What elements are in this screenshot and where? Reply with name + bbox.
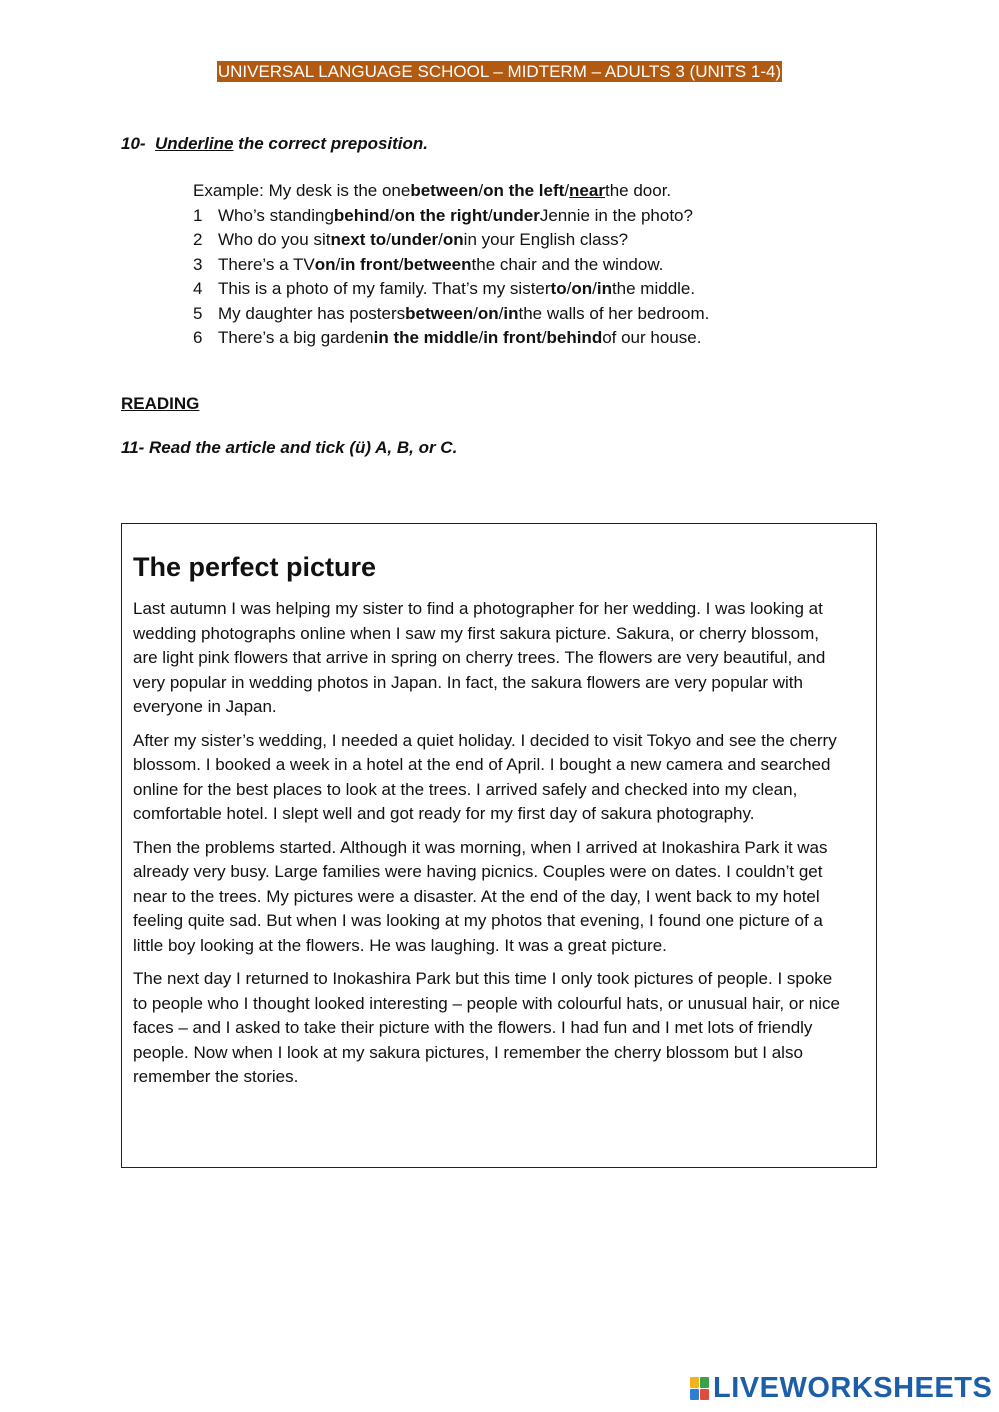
article-title: The perfect picture (133, 552, 377, 582)
option-b[interactable]: under (390, 230, 439, 249)
separator: / (438, 230, 443, 249)
option-b[interactable]: in front (340, 254, 399, 274)
separator: / (592, 279, 597, 298)
logo-mark-icon (690, 1377, 709, 1400)
item-row-5 (193, 302, 709, 327)
school-header: UNIVERSAL LANGUAGE SCHOOL – MIDTERM – ADULTS 3 (UNITS 1-4) (217, 62, 782, 81)
question-10-instruction: the correct preposition. (233, 134, 429, 153)
option-c[interactable]: between (403, 254, 472, 274)
item-text: Who do you sit (218, 230, 331, 249)
logo-block (690, 1377, 699, 1388)
item-number: 3 (193, 254, 203, 274)
item-number: 6 (193, 328, 203, 347)
item-number: 1 (193, 205, 203, 225)
option-c[interactable]: in (596, 279, 612, 298)
article-paragraph-3: Then the problems started. Although it was morning, when I arrived at Inokashira Park it was already very busy. Large families were having picnics. Couples were on dates. I couldn’t get near to the trees. My pictures were a disaster. At the end of the day, I went back to my hotel feeling quite sad. But when I was looking at my photos that evening, I found one picture of a little boy looking at the flowers. He was laughing. It was a great picture. (133, 837, 828, 955)
preposition-list (193, 179, 709, 351)
item-number: 2 (193, 230, 203, 249)
option-b[interactable]: on the left (483, 181, 565, 200)
item-number: 4 (193, 279, 203, 298)
page-header (0, 61, 999, 82)
article-box (121, 523, 877, 1168)
question-11-title: 11- Read the article and tick (ü) A, B, or C. (121, 438, 458, 457)
option-c-underlined[interactable]: near (569, 181, 605, 200)
separator: / (386, 230, 391, 249)
question-10-number: 10- (121, 134, 146, 153)
logo-block (700, 1389, 709, 1400)
option-b[interactable]: on the right (394, 205, 488, 225)
example-text: Example: My desk is the one (193, 181, 411, 200)
item-row-3 (193, 253, 709, 278)
option-a[interactable]: between (410, 181, 479, 200)
option-c[interactable]: in (503, 303, 519, 323)
item-text: There’s a big garden (218, 328, 374, 347)
separator: / (487, 205, 493, 225)
article-paragraph-1: Last autumn I was helping my sister to find a photographer for her wedding. I was looking at wedding photographs online when I saw my first sakura picture. Sakura, or cherry blossom, are light pink flowers that arrive in spring on cherry trees. The flowers are very beautiful, and very popular in wedding photos in Japan. In fact, the sakura flowers are very popular with everyone in Japan. (133, 599, 826, 716)
option-b[interactable]: on (571, 279, 593, 298)
item-text: Who’s standing (218, 205, 334, 225)
option-c[interactable]: on (442, 230, 464, 249)
separator: / (541, 328, 547, 347)
item-row-6 (193, 326, 709, 351)
option-b[interactable]: on (477, 303, 499, 323)
item-text-end: in your English class? (463, 230, 629, 249)
item-row-1 (193, 204, 709, 229)
separator: / (566, 279, 572, 298)
separator: / (478, 328, 484, 347)
option-a[interactable]: in the middle (373, 328, 479, 347)
separator: / (498, 303, 504, 323)
article-paragraph-2: After my sister’s wedding, I needed a quiet holiday. I decided to visit Tokyo and see the cherry blossom. I booked a week in a hotel at the end of April. I bought a new camera and searched online for the best places to look at the trees. I arrived safely and checked into my clean, comfortable hotel. I slept well and got ready for my first day of sakura photography. (133, 730, 837, 823)
item-text: There’s a TV (218, 254, 315, 274)
example-row (193, 179, 709, 204)
item-text-end: the chair and the window. (471, 254, 664, 274)
separator: / (473, 303, 478, 323)
logo-text: LIVEWORKSHEETS (713, 1372, 993, 1404)
reading-section-heading: READING (121, 394, 200, 413)
option-a[interactable]: next to (330, 230, 387, 249)
item-number: 5 (193, 303, 203, 323)
item-text: My daughter has posters (218, 303, 406, 323)
logo-block (690, 1389, 699, 1400)
option-c[interactable]: under (492, 205, 540, 225)
example-end: the door. (604, 181, 672, 200)
logo-block (700, 1377, 709, 1388)
separator: / (398, 254, 404, 274)
question-10-title (121, 134, 428, 154)
liveworksheets-logo[interactable] (690, 1372, 992, 1404)
separator: / (335, 254, 341, 274)
article-paragraph-4: The next day I returned to Inokashira Park but this time I only took pictures of people. I spoke to people who I thought looked interesting – people with colourful hats, or unusual hair, or nice faces – and I asked to take their picture with the flowers. I had fun and I met lots of friendly people. Now when I look at my sakura pictures, I remember the cherry blossom but I also remember the stories. (133, 969, 840, 1086)
separator: / (478, 181, 484, 200)
item-text-end: the middle. (611, 279, 696, 298)
option-c[interactable]: behind (546, 328, 603, 347)
separator: / (389, 205, 395, 225)
option-a[interactable]: behind (333, 205, 390, 225)
separator: / (564, 181, 570, 200)
option-a[interactable]: to (550, 279, 567, 298)
option-a[interactable]: on (314, 254, 336, 274)
item-text-end: the walls of her bedroom. (518, 303, 710, 323)
item-text-end: of our house. (602, 328, 702, 347)
item-text: This is a photo of my family. That’s my sister (218, 279, 551, 298)
item-text-end: Jennie in the photo? (539, 205, 693, 225)
option-b[interactable]: in front (483, 328, 542, 347)
item-row-2 (193, 228, 709, 253)
item-row-4 (193, 277, 709, 302)
option-a[interactable]: between (405, 303, 474, 323)
question-10-underlined-word: Underline (155, 134, 234, 153)
